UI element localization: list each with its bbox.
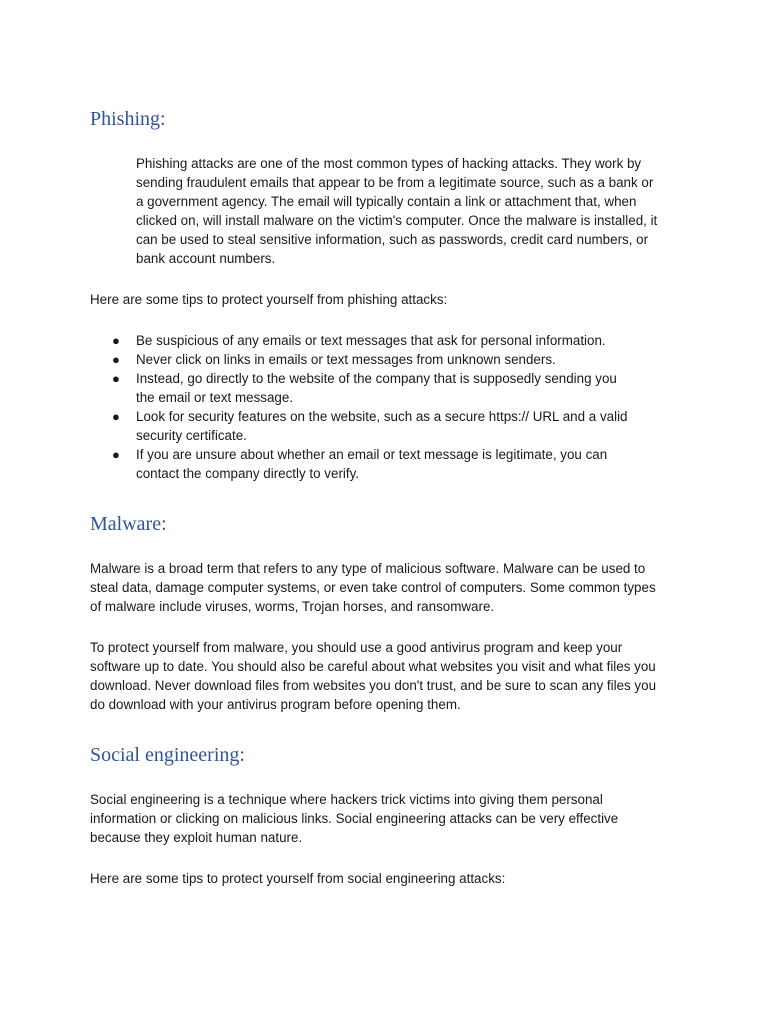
malware-paragraph-2: To protect yourself from malware, you should use a good antivirus program and keep your software up to date. You should also be careful about what websites you visit and what files you download. Never download files from websites you don't trust, and be sure to scan any files you do download with your antivirus program before opening them. bbox=[90, 640, 657, 712]
social-engineering-tips-intro: Here are some tips to protect yourself from social engineering attacks: bbox=[90, 871, 506, 886]
list-item-text: Look for security features on the website, such as a secure https:// URL and a valid security certificate. bbox=[136, 409, 628, 443]
malware-paragraph-1: Malware is a broad term that refers to any type of malicious software. Malware can be used to steal data, damage computer systems, or even take control of computers. Some common types of malware include viruses, worms, Trojan horses, and ransomware. bbox=[90, 561, 656, 614]
heading-malware: Malware: bbox=[90, 513, 167, 535]
heading-social-engineering: Social engineering: bbox=[90, 744, 245, 766]
bullet-icon: ● bbox=[112, 371, 120, 386]
document-body bbox=[90, 106, 670, 888]
bullet-icon: ● bbox=[112, 352, 120, 367]
phishing-intro-paragraph: Phishing attacks are one of the most common types of hacking attacks. They work by sending fraudulent emails that appear to be from a legitimate source, such as a bank or a government agency. The email will typically contain a link or attachment that, when clicked on, will install malware on the victim's computer. Once the malware is installed, it can be used to steal sensitive information, such as passwords, credit card numbers, or bank account numbers. bbox=[136, 156, 658, 266]
list-item bbox=[90, 331, 636, 350]
list-item-text: Instead, go directly to the website of the company that is supposedly sending you the email or text message. bbox=[136, 371, 617, 405]
phishing-tips-intro: Here are some tips to protect yourself from phishing attacks: bbox=[90, 292, 448, 307]
list-item bbox=[90, 369, 636, 407]
phishing-tips-list bbox=[90, 331, 670, 483]
social-engineering-paragraph-1: Social engineering is a technique where hackers trick victims into giving them personal information or clicking on malicious links. Social engineering attacks can be very effective because they exploit human nature. bbox=[90, 792, 619, 845]
list-item-text: Be suspicious of any emails or text messages that ask for personal information. bbox=[136, 333, 606, 348]
bullet-icon: ● bbox=[112, 447, 120, 462]
list-item bbox=[90, 445, 636, 483]
bullet-icon: ● bbox=[112, 333, 120, 348]
list-item-text: If you are unsure about whether an email or text message is legitimate, you can contact the company directly to verify. bbox=[136, 447, 608, 481]
heading-phishing: Phishing: bbox=[90, 108, 166, 130]
list-item bbox=[90, 350, 636, 369]
list-item bbox=[90, 407, 636, 445]
list-item-text: Never click on links in emails or text messages from unknown senders. bbox=[136, 352, 556, 367]
bullet-icon: ● bbox=[112, 409, 120, 424]
